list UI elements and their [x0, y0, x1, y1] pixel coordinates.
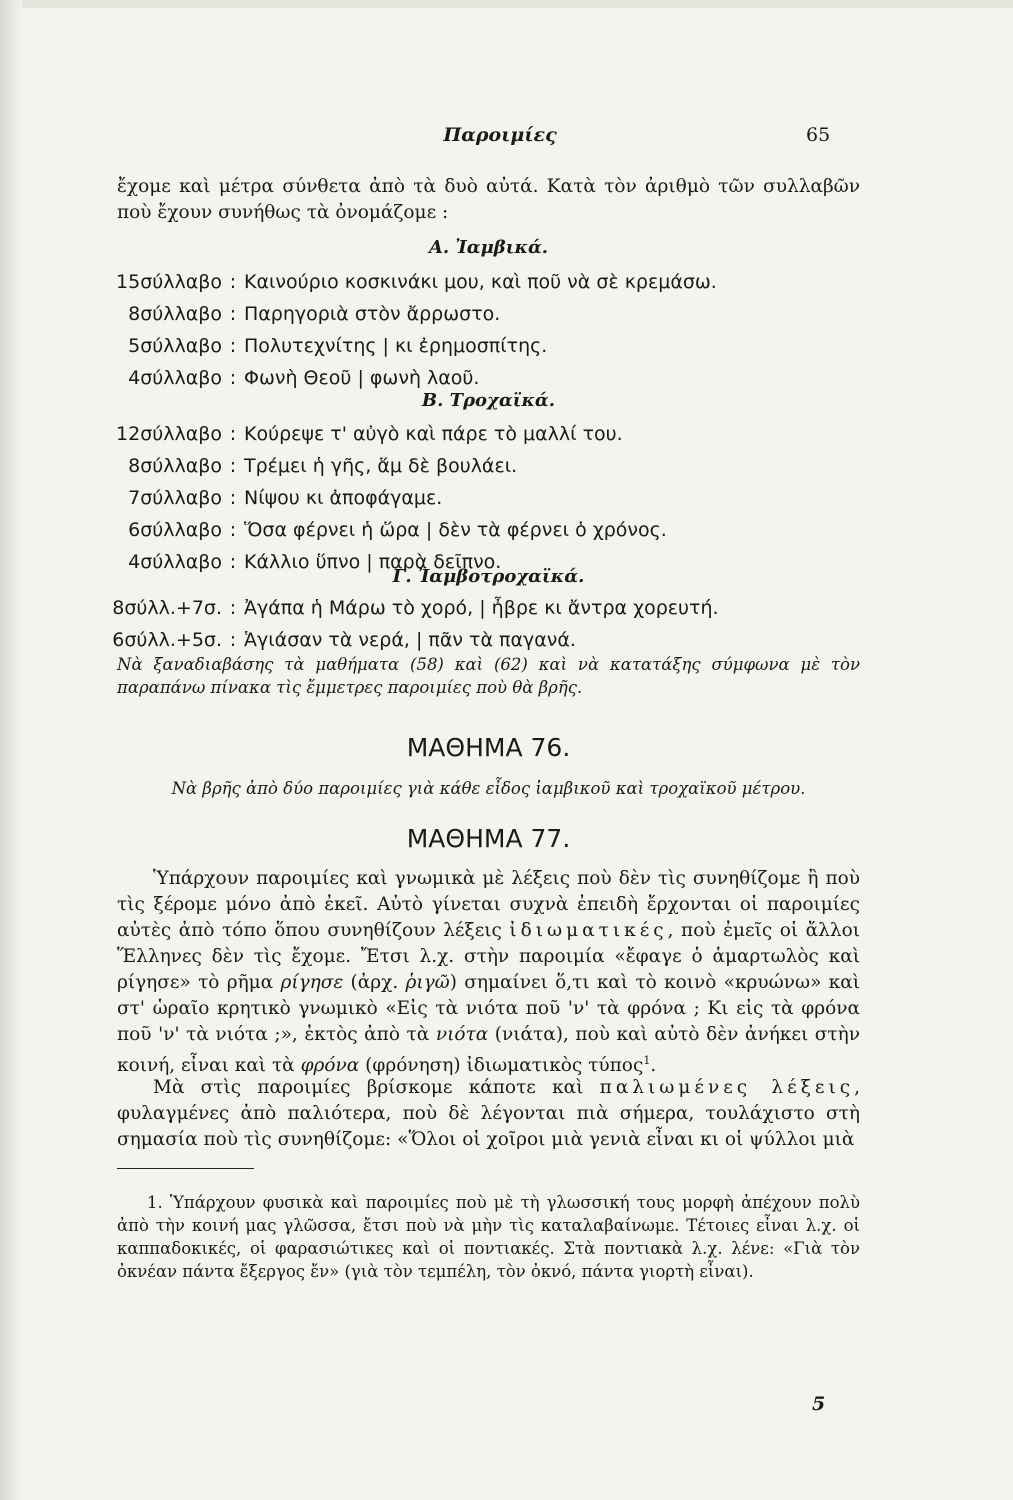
section-heading-iambotrochaic: Γ. Ἰαμβοτροχαϊκά. — [392, 566, 585, 587]
intro-paragraph: ἔχομε καὶ μέτρα σύνθετα ἀπὸ τὰ δυὸ αὐτά. Κατὰ τὸν ἀριθμὸ τῶν συλλαβῶν ποὺ ἔχουν συνήθως τὰ ὀνομάζομε : — [117, 176, 860, 223]
syllable-count: 8σύλλ.+7σ. — [112, 597, 222, 619]
signature-mark: 5 — [812, 1393, 826, 1415]
verse-row: 4σύλλαβο : Φωνὴ Θεοῦ | φωνὴ λαοῦ. — [104, 362, 864, 394]
verse-list-iambotrochaic — [104, 592, 864, 656]
syllable-count: 6σύλλαβο — [128, 519, 222, 541]
proverb-text: Ὅσα φέρνει ἡ ὥρα | δὲν τὰ φέρνει ὁ χρόνος. — [244, 519, 667, 541]
verse-row: 8σύλλ.+7σ. : Ἀγάπα ἡ Μάρω τὸ χορό, | ἦβρε κι ἄντρα χορευτή. — [104, 592, 864, 624]
syllable-count: 7σύλλαβο — [128, 487, 222, 509]
proverb-text: Πολυτεχνίτης | κι ἐρημοσπίτης. — [244, 335, 548, 357]
proverb-text: Ἀγάπα ἡ Μάρω τὸ χορό, | ἦβρε κι ἄντρα χορευτή. — [244, 597, 719, 619]
lesson-77-paragraph-2: Μὰ στὶς παροιμίες βρίσκομε κάποτε καὶ παλιωμένες λέξεις, φυλαγμένες ἀπὸ παλιότερα, ποὺ δὲ λέγονται πιὰ σήμερα, τουλάχιστο στὴ σημασία ποὺ τὶς συνηθίζομε: «Ὅλοι οἱ χοῖροι μιὰ γενιὰ εἶναι κι οἱ ψύλλοι μιὰ — [117, 1077, 860, 1150]
proverb-text: Φωνὴ Θεοῦ | φωνὴ λαοῦ. — [244, 367, 480, 389]
verse-row: 6σύλλαβο : Ὅσα φέρνει ἡ ὥρα | δὲν τὰ φέρνει ὁ χρόνος. — [104, 514, 864, 546]
syllable-count: 15σύλλαβο — [116, 271, 222, 293]
verse-row: 7σύλλαβο : Νίψου κι ἀποφάγαμε. — [104, 482, 864, 514]
lesson-76-title: ΜΑΘΗΜΑ 76. — [406, 733, 571, 762]
proverb-text: Καινούριο κοσκινάκι μου, καὶ ποῦ νὰ σὲ κρεμάσω. — [244, 271, 717, 293]
verse-row: 6σύλλ.+5σ. : Ἁγιάσαν τὰ νερά, | πᾶν τὰ παγανά. — [104, 624, 864, 656]
footnote-rule — [117, 1168, 254, 1169]
verse-row: 8σύλλαβο : Τρέμει ἡ γῆς, ἅμ δὲ βουλάει. — [104, 450, 864, 482]
syllable-count: 5σύλλαβο — [128, 335, 222, 357]
page-number: 65 — [806, 124, 831, 146]
verse-list-iambic — [104, 266, 864, 394]
proverb-text: Παρηγοριὰ στὸν ἄρρωστο. — [244, 303, 501, 325]
syllable-count: 6σύλλ.+5σ. — [112, 629, 222, 651]
proverb-text: Νίψου κι ἀποφάγαμε. — [244, 487, 443, 509]
verse-row: 4σύλλαβο : Κάλλιο ὕπνο | παρὰ δεῖπνο. — [104, 546, 864, 578]
verse-row: 5σύλλαβο : Πολυτεχνίτης | κι ἐρημοσπίτης. — [104, 330, 864, 362]
footnote: 1. Ὑπάρχουν φυσικὰ καὶ παροιμίες ποὺ μὲ τὴ γλωσσική τους μορφὴ ἀπέχουν πολὺ ἀπὸ τὴν κοινή μας γλῶσσα, ἔτσι ποὺ νὰ μὴν τὶς καταλαβαίνωμε. Τέτοιες εἶναι λ.χ. οἱ καππαδοκικές, οἱ φαρασιώτικες καὶ οἱ ποντιακές. Στὰ ποντιακὰ λ.χ. λένε: «Γιὰ τὸν ὀκνέαν πάντα ἔξεργος ἔν» (γιὰ τὸν τεμπέλη, τὸν ὀκνό, πάντα γιορτὴ εἶναι). — [117, 1193, 860, 1281]
exercise-instruction: Νὰ ξαναδιαβάσης τὰ μαθήματα (58) καὶ (62) καὶ νὰ κατατάξης σύμφωνα μὲ τὸν παραπάνω πίνακα τὶς ἔμμετρες παροιμίες ποὺ θὰ βρῆς. — [117, 655, 860, 697]
verse-row: 12σύλλαβο : Κούρεψε τ' αὐγὸ καὶ πάρε τὸ μαλλί του. — [104, 418, 864, 450]
section-heading-iambic: Α. Ἰαμβικά. — [428, 237, 549, 258]
syllable-count: 4σύλλαβο — [128, 551, 222, 573]
proverb-text: Κούρεψε τ' αὐγὸ καὶ πάρε τὸ μαλλί του. — [244, 423, 623, 445]
running-head: Παροιμίες — [443, 124, 557, 146]
section-heading-trochaic: Β. Τροχαϊκά. — [421, 390, 556, 411]
syllable-count: 12σύλλαβο — [116, 423, 222, 445]
lesson-77-title: ΜΑΘΗΜΑ 77. — [406, 824, 571, 853]
lesson-76-instruction: Νὰ βρῆς ἀπὸ δύο παροιμίες γιὰ κάθε εἶδος ἰαμβικοῦ καὶ τροχαϊκοῦ μέτρου. — [171, 779, 806, 798]
verse-row: 15σύλλαβο : Καινούριο κοσκινάκι μου, καὶ ποῦ νὰ σὲ κρεμάσω. — [104, 266, 864, 298]
proverb-text: Κάλλιο ὕπνο | παρὰ δεῖπνο. — [244, 551, 502, 573]
syllable-count: 4σύλλαβο — [128, 367, 222, 389]
syllable-count: 8σύλλαβο — [128, 455, 222, 477]
proverb-text: Τρέμει ἡ γῆς, ἅμ δὲ βουλάει. — [244, 455, 518, 477]
page-spine-shadow — [0, 0, 22, 1500]
page-top-shadow — [0, 0, 1013, 8]
verse-row: 8σύλλαβο : Παρηγοριὰ στὸν ἄρρωστο. — [104, 298, 864, 330]
syllable-count: 8σύλλαβο — [128, 303, 222, 325]
lesson-77-paragraph-1: Ὑπάρχουν παροιμίες καὶ γνωμικὰ μὲ λέξεις ποὺ δὲν τὶς συνηθίζομε ἢ ποὺ τὶς ξέρομε μόνο ἀπὸ ἐκεῖ. Αὐτὸ γίνεται συχνὰ ἐπειδὴ ἔρχονται οἱ παροιμίες αὐτὲς ἀπὸ τόπο ὅπου συνηθίζουν λέξεις ἰδιωματικές, ποὺ ἐμεῖς οἱ ἄλλοι Ἕλληνες δὲν τὶς ἔχομε. Ἔτσι λ.χ. στὴν παροιμία «ἔφαγε ὁ ἁμαρτωλὸς καὶ ρίγησε» τὸ ρῆμα ρίγησε (ἀρχ. ῥιγῶ) σημαίνει ὅ,τι καὶ τὸ κοινὸ «κρυώνω» καὶ στ' ὡραῖο κρητικὸ γνωμικὸ «Εἰς τὰ νιότα ποῦ 'ν' τὰ φρόνα ; Κι εἰς τὰ φρόνα ποῦ 'ν' τὰ νιότα ;», ἐκτὸς ἀπὸ τὰ νιότα (νιάτα), ποὺ καὶ αὐτὸ δὲν ἀνήκει στὴν κοινή, εἶναι καὶ τὰ φρόνα (φρόνηση) ἰδιωματικὸς τύπος$^1$. — [117, 868, 860, 1077]
verse-list-trochaic — [104, 418, 864, 578]
proverb-text: Ἁγιάσαν τὰ νερά, | πᾶν τὰ παγανά. — [244, 629, 576, 651]
footnote-ref: 1 — [643, 1054, 651, 1067]
